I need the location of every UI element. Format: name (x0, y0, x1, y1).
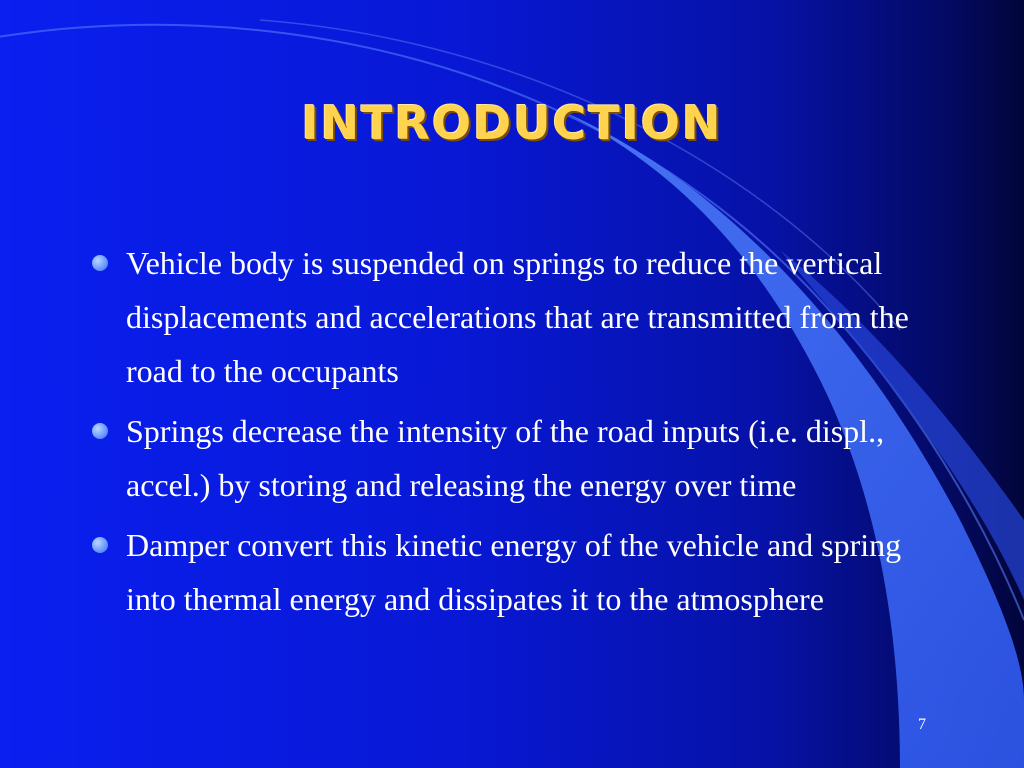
bullet-icon (92, 537, 108, 553)
bullet-item (92, 404, 922, 512)
slide-title: INTRODUCTION (301, 96, 723, 150)
page-number: 7 (918, 716, 926, 733)
bullet-text: Damper convert this kinetic energy of the vehicle and spring into thermal energy and dissipates it to the atmosphere (126, 527, 902, 617)
bullet-item (92, 236, 922, 398)
bullet-list (92, 236, 922, 632)
bullet-item (92, 518, 922, 626)
bullet-text: Springs decrease the intensity of the road inputs (i.e. displ., accel.) by storing and releasing the energy over time (126, 413, 885, 503)
bullet-icon (92, 423, 108, 439)
bullet-text: Vehicle body is suspended on springs to reduce the vertical displacements and accelerations that are transmitted from the road to the occupants (126, 245, 909, 389)
bullet-icon (92, 255, 108, 271)
